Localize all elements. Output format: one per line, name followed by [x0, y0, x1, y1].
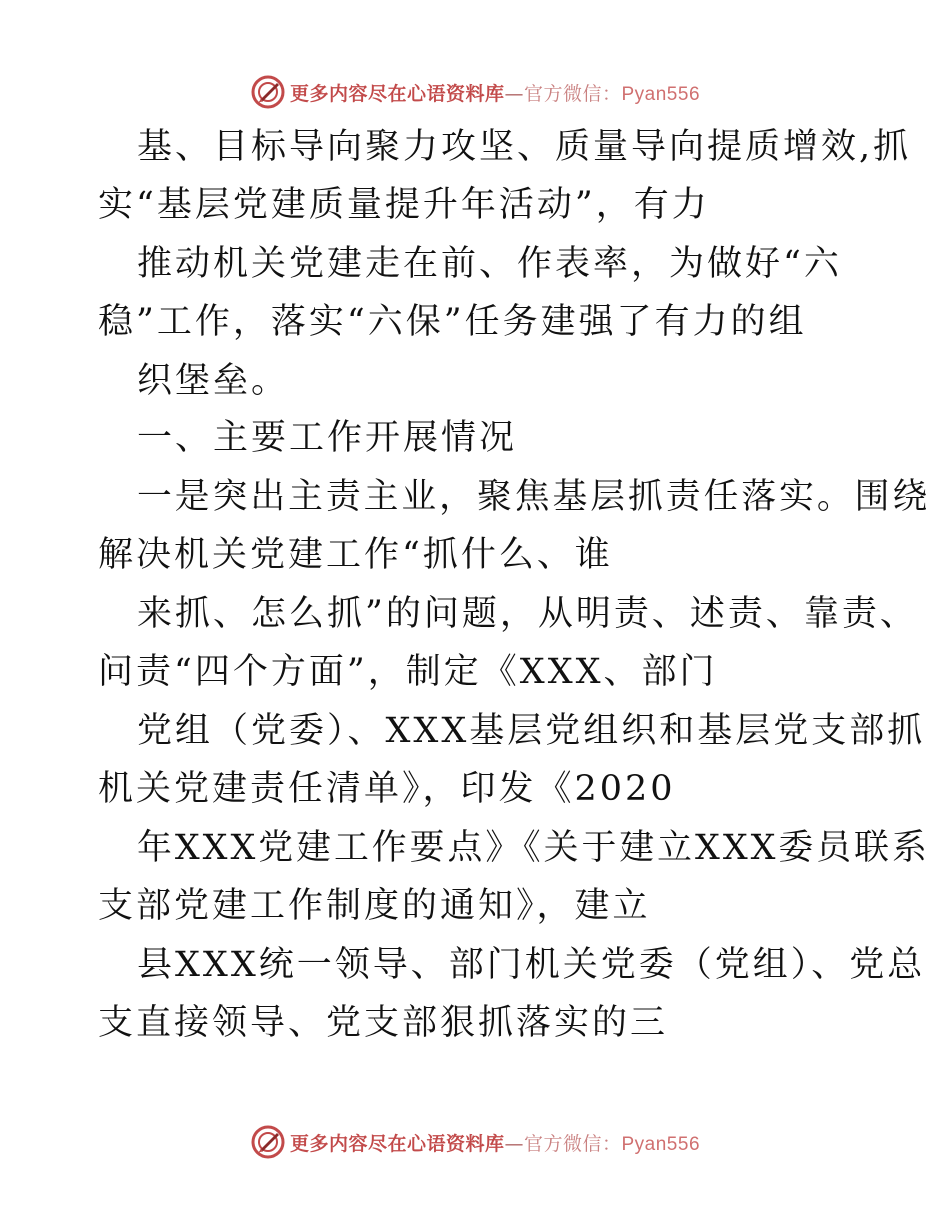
- body-line-10: 问责“四个方面”，制定《XXX、部门: [98, 652, 718, 692]
- section-heading: 一、主要工作开展情况: [137, 418, 518, 458]
- body-line-16: 支直接领导、党支部狠抓落实的三: [98, 1003, 669, 1043]
- watermark-wechat-label: 官方微信：: [523, 82, 622, 105]
- watermark-separator: —: [504, 82, 524, 105]
- body-line-3: 推动机关党建走在前、作表率，为做好“六: [137, 244, 842, 284]
- header-watermark-text: [290, 79, 700, 106]
- footer-watermark: [0, 1122, 950, 1162]
- body-line-9: 来抓、怎么抓”的问题，从明责、述责、靠责、: [137, 594, 918, 634]
- watermark-separator: —: [504, 1132, 524, 1155]
- body-line-5: 织堡垒。: [137, 361, 290, 401]
- brand-logo-icon: [250, 74, 286, 110]
- watermark-wechat-id: Pyan556: [621, 1133, 701, 1155]
- body-line-15: 县XXX统一领导、部门机关党委（党组）、党总: [137, 945, 926, 985]
- body-line-12: 机关党建责任清单》，印发《2020: [98, 769, 676, 809]
- body-line-2: 实“基层党建质量提升年活动”，有力: [98, 185, 710, 225]
- body-line-8: 解决机关党建工作“抓什么、谁: [98, 535, 613, 575]
- brand-logo-icon: [250, 1124, 286, 1160]
- body-line-11: 党组（党委）、XXX基层党组织和基层党支部抓: [137, 711, 926, 751]
- header-watermark: [0, 72, 950, 112]
- footer-watermark-inner: [250, 1124, 700, 1160]
- watermark-brand: 更多内容尽在心语资料库: [289, 82, 505, 105]
- body-line-13: 年XXX党建工作要点》《关于建立XXX委员联系: [137, 828, 930, 868]
- body-line-4: 稳”工作，落实“六保”任务建强了有力的组: [98, 302, 807, 342]
- body-line-14: 支部党建工作制度的通知》，建立: [98, 886, 651, 926]
- header-watermark-inner: [250, 74, 700, 110]
- body-line-7: 一是突出主责主业，聚焦基层抓责任落实。围绕: [137, 477, 931, 517]
- body-line-1: 基、目标导向聚力攻坚、质量导向提质增效,抓: [137, 127, 912, 167]
- footer-watermark-text: [290, 1129, 700, 1156]
- watermark-wechat-label: 官方微信：: [523, 1132, 622, 1155]
- watermark-brand: 更多内容尽在心语资料库: [289, 1132, 505, 1155]
- watermark-wechat-id: Pyan556: [621, 83, 701, 105]
